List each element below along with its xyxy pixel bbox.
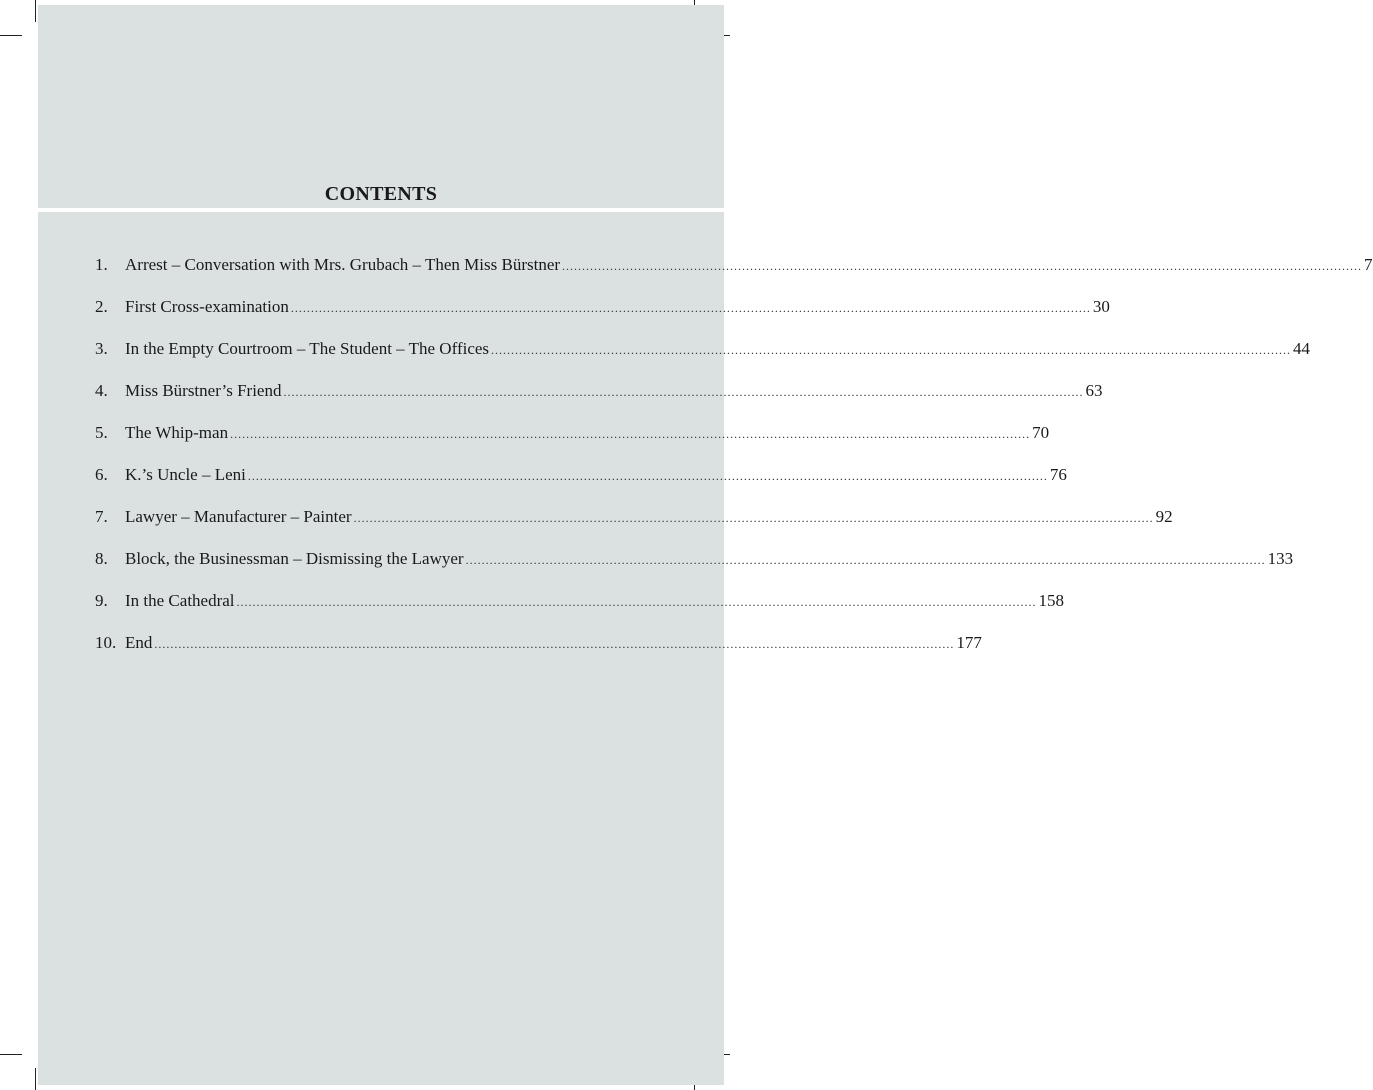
dot-leader: ........................................................................................................................................................................................................ bbox=[247, 469, 1048, 483]
toc-entry-page-number: 92 bbox=[1155, 507, 1173, 526]
dot-leader: ........................................................................................................................................................................................................ bbox=[154, 637, 955, 651]
heading-divider bbox=[38, 208, 724, 212]
dot-leader: ........................................................................................................................................................................................................ bbox=[353, 511, 1154, 525]
dot-leader: ........................................................................................................................................................................................................ bbox=[236, 595, 1037, 609]
toc-entry-page-number: 70 bbox=[1032, 423, 1050, 442]
toc-entry-page-number: 63 bbox=[1085, 381, 1103, 400]
dot-leader: ........................................................................................................................................................................................................ bbox=[465, 553, 1266, 567]
toc-entry-title: In the Empty Courtroom – The Student – The Offices bbox=[125, 339, 490, 358]
toc-entry bbox=[95, 255, 1373, 297]
toc-entry-number: 8. bbox=[95, 549, 108, 568]
toc-entry-title: End bbox=[125, 633, 153, 652]
document-page bbox=[38, 5, 1373, 1085]
toc-entry bbox=[95, 297, 1110, 339]
toc-entry-page-number: 133 bbox=[1267, 549, 1294, 568]
toc-entry-page-number: 44 bbox=[1293, 339, 1311, 358]
toc-entry-title: First Cross-examination bbox=[125, 297, 289, 316]
toc-entry-number: 2. bbox=[95, 297, 108, 316]
dot-leader: ........................................................................................................................................................................................................ bbox=[283, 385, 1084, 399]
toc-entry-page-number: 30 bbox=[1092, 297, 1110, 316]
toc-entry-title: Lawyer – Manufacturer – Painter bbox=[125, 507, 352, 526]
toc-entry-title: Arrest – Conversation with Mrs. Grubach – Then Miss Bürstner bbox=[125, 255, 561, 274]
toc-entry bbox=[95, 339, 1311, 381]
toc-entry-page-number: 76 bbox=[1049, 465, 1067, 484]
toc-entry-number: 6. bbox=[95, 465, 108, 484]
toc-entry bbox=[95, 465, 1067, 507]
crop-mark-top-left-vertical bbox=[35, 0, 36, 22]
toc-entry-title: K.’s Uncle – Leni bbox=[125, 465, 246, 484]
toc-entry bbox=[95, 549, 1294, 591]
toc-entry bbox=[95, 507, 1173, 549]
toc-entry-number: 7. bbox=[95, 507, 108, 526]
toc-entry-page-number: 7 bbox=[1364, 255, 1373, 274]
contents-heading: CONTENTS bbox=[324, 183, 438, 205]
toc-entry-title: Miss Bürstner’s Friend bbox=[125, 381, 282, 400]
toc-entry bbox=[95, 633, 982, 675]
crop-mark-top-left-horizontal bbox=[0, 35, 22, 36]
toc-entry-number: 9. bbox=[95, 591, 108, 610]
toc-entry-number: 4. bbox=[95, 381, 108, 400]
toc-entry bbox=[95, 381, 1103, 423]
dot-leader: ........................................................................................................................................................................................................ bbox=[491, 343, 1292, 357]
dot-leader: ........................................................................................................................................................................................................ bbox=[562, 259, 1363, 273]
toc-entry-number: 3. bbox=[95, 339, 108, 358]
crop-mark-bottom-left-vertical bbox=[35, 1068, 36, 1090]
toc-entry-page-number: 177 bbox=[956, 633, 982, 652]
table-of-contents bbox=[95, 255, 1373, 675]
toc-entry bbox=[95, 591, 1065, 633]
toc-entry bbox=[95, 423, 1050, 465]
toc-entry-title: The Whip-man bbox=[125, 423, 229, 442]
dot-leader: ........................................................................................................................................................................................................ bbox=[290, 301, 1091, 315]
dot-leader: ........................................................................................................................................................................................................ bbox=[230, 427, 1031, 441]
toc-entry-title: Block, the Businessman – Dismissing the Lawyer bbox=[125, 549, 464, 568]
toc-entry-number: 10. bbox=[95, 633, 117, 652]
crop-mark-bottom-left-horizontal bbox=[0, 1054, 22, 1055]
toc-entry-title: In the Cathedral bbox=[125, 591, 235, 610]
toc-entry-number: 1. bbox=[95, 255, 108, 274]
toc-entry-number: 5. bbox=[95, 423, 108, 442]
toc-entry-page-number: 158 bbox=[1038, 591, 1065, 610]
